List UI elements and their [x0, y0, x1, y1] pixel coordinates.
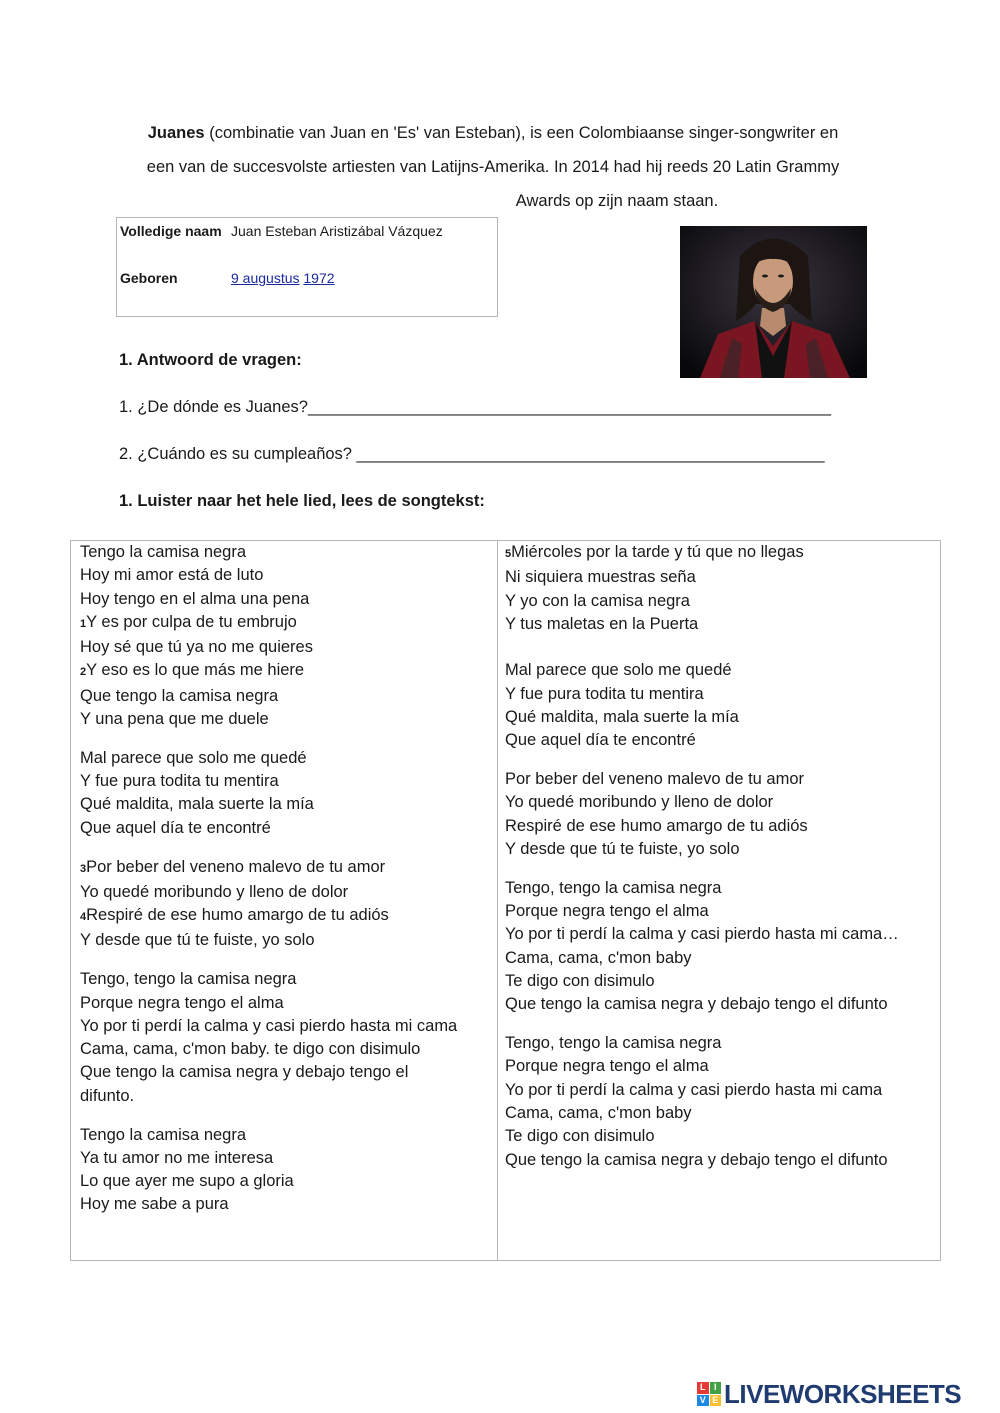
section-heading-questions: 1. Antwoord de vragen:	[119, 351, 302, 369]
lyric-text: Y es por culpa de tu embrujo	[86, 612, 297, 631]
lyric-text: Qué maldita, mala suerte la mía	[80, 795, 314, 814]
lyric-line	[505, 838, 935, 861]
born-year-link[interactable]: 1972	[303, 270, 335, 286]
lyric-text: Porque negra tengo el alma	[505, 1057, 709, 1076]
lyric-line	[505, 706, 935, 729]
artist-info-box	[116, 217, 498, 317]
lyric-line	[80, 856, 492, 881]
lyric-line	[80, 1124, 492, 1147]
lyric-line	[80, 1085, 492, 1108]
lyrics-table	[70, 540, 941, 1261]
lyric-line	[80, 659, 492, 684]
lyric-text: Que aquel día te encontré	[505, 731, 696, 750]
lyric-line	[80, 708, 492, 731]
lyric-line	[80, 929, 492, 952]
lyric-text: Que tengo la camisa negra	[80, 686, 279, 705]
stanza-gap	[80, 953, 492, 969]
lyric-text: difunto.	[80, 1086, 135, 1105]
artist-name: Juanes	[147, 124, 205, 142]
lyric-line	[505, 1102, 935, 1125]
lyric-text: Que tengo la camisa negra y debajo tengo el difunto	[505, 995, 888, 1014]
lyric-text: Porque negra tengo el alma	[80, 993, 284, 1012]
intro-paragraph	[118, 116, 868, 218]
lyric-line	[80, 636, 492, 659]
lyric-text: Tengo la camisa negra	[80, 1125, 247, 1144]
lyric-text: Lo que ayer me supo a gloria	[80, 1172, 294, 1191]
lyrics-right-column	[505, 541, 935, 1172]
lyric-text: Yo quedé moribundo y lleno de dolor	[505, 793, 774, 812]
stanza-gap	[505, 1017, 935, 1033]
lyric-line	[505, 1032, 935, 1055]
lyric-line	[505, 566, 935, 589]
lyric-text: Tengo, tengo la camisa negra	[505, 878, 722, 897]
intro-line-2: een van de succesvolste artiesten van Latijns-Amerika. In 2014 had hij reeds 20 Latin Grammy	[146, 158, 840, 176]
stanza-gap	[80, 731, 492, 747]
lyric-text: Yo por ti perdí la calma y casi pierdo hasta mi cama	[80, 1016, 458, 1035]
lyric-text: Respiré de ese humo amargo de tu adiós	[86, 906, 389, 925]
lyric-line	[505, 993, 935, 1016]
born-label: Geboren	[120, 270, 178, 286]
lyric-text: Tengo, tengo la camisa negra	[80, 970, 297, 989]
lyric-line	[505, 877, 935, 900]
lyric-text: Y desde que tú te fuiste, yo solo	[505, 840, 740, 859]
line-number: 5	[505, 548, 512, 560]
lyric-text: Que tengo la camisa negra y debajo tengo el difunto	[505, 1150, 888, 1169]
lyric-line	[505, 1149, 935, 1172]
lyric-line	[505, 815, 935, 838]
lyric-text: Y fue pura todita tu mentira	[505, 684, 704, 703]
lyric-text: Hoy mi amor está de luto	[80, 566, 264, 585]
intro-line-1: Juanes (combinatie van Juan en 'Es' van Esteban), is een Colombiaanse singer-songwriter en	[147, 124, 839, 142]
logo-mark-tile: I	[710, 1382, 722, 1394]
lyric-line	[80, 588, 492, 611]
lyric-text: Mal parece que solo me quedé	[505, 661, 732, 680]
lyric-text: Cama, cama, c'mon baby	[505, 1104, 692, 1123]
logo-mark-icon	[697, 1382, 721, 1406]
lyric-line	[505, 590, 935, 613]
lyric-text: Y desde que tú te fuiste, yo solo	[80, 931, 315, 950]
lyric-text: Hoy sé que tú ya no me quieres	[80, 638, 313, 657]
lyric-line	[505, 768, 935, 791]
line-number: 2	[80, 666, 87, 679]
full-name-label: Volledige naam	[120, 223, 222, 239]
lyric-line	[505, 970, 935, 993]
lyric-line	[80, 564, 492, 587]
lyric-line	[80, 1147, 492, 1170]
lyric-text: Que aquel día te encontré	[80, 818, 271, 837]
lyric-text: Hoy tengo en el alma una pena	[80, 589, 310, 608]
stanza-gap	[505, 753, 935, 769]
lyric-line	[505, 729, 935, 752]
lyric-text: Yo quedé moribundo y lleno de dolor	[80, 882, 349, 901]
lyric-line	[505, 923, 935, 946]
lyric-line	[80, 904, 492, 929]
stanza-gap	[80, 840, 492, 856]
section-heading-lyrics: 1. Luister naar het hele lied, lees de songtekst:	[119, 492, 485, 510]
lyric-line	[80, 541, 492, 564]
lyric-line	[80, 1061, 492, 1084]
logo-text: LIVEWORKSHEETS	[724, 1378, 962, 1409]
lyric-text: Respiré de ese humo amargo de tu adiós	[505, 816, 808, 835]
lyric-line	[80, 1193, 492, 1216]
lyric-line	[505, 900, 935, 923]
lyric-text: Que tengo la camisa negra y debajo tengo el	[80, 1063, 409, 1082]
lyric-text: Y tus maletas en la Puerta	[505, 614, 699, 633]
lyric-line	[80, 770, 492, 793]
lyric-line	[505, 947, 935, 970]
lyric-line	[80, 685, 492, 708]
lyric-text: Cama, cama, c'mon baby	[505, 948, 692, 967]
line-number: 1	[80, 617, 87, 630]
lyric-line	[80, 992, 492, 1015]
lyric-text: Por beber del veneno malevo de tu amor	[86, 857, 386, 876]
lyric-line	[505, 1055, 935, 1078]
lyric-text: Ya tu amor no me interesa	[80, 1148, 274, 1167]
lyric-text: Hoy me sabe a pura	[80, 1195, 229, 1214]
lyric-line	[80, 881, 492, 904]
lyric-text: Y eso es lo que más me hiere	[86, 661, 305, 680]
lyric-line	[80, 1170, 492, 1193]
born-day-link[interactable]: 9 augustus	[231, 270, 300, 286]
question-1: 1. ¿De dónde es Juanes?_________________________________________________________	[119, 398, 832, 416]
lyric-line	[505, 683, 935, 706]
logo-mark-tile: V	[697, 1395, 709, 1407]
lyric-text: Te digo con disimulo	[505, 972, 655, 991]
logo-mark-tile: E	[710, 1395, 722, 1407]
stanza-gap	[505, 636, 935, 659]
lyric-text: Mal parece que solo me quedé	[80, 748, 307, 767]
lyric-line	[505, 1079, 935, 1102]
lyric-line	[80, 1038, 492, 1061]
lyric-text: Porque negra tengo el alma	[505, 902, 709, 921]
lyric-text: Yo por ti perdí la calma y casi pierdo hasta mi cama…	[505, 925, 899, 944]
lyrics-column-divider	[497, 541, 498, 1260]
logo-mark-tile: L	[697, 1382, 709, 1394]
stanza-gap	[505, 861, 935, 877]
lyric-line	[80, 747, 492, 770]
born-value	[231, 270, 335, 286]
artist-photo	[680, 226, 867, 378]
lyric-line	[505, 613, 935, 636]
lyric-line	[80, 817, 492, 840]
liveworksheets-logo	[697, 1378, 961, 1410]
lyric-line	[80, 793, 492, 816]
lyric-line	[505, 1125, 935, 1148]
lyric-text: Qué maldita, mala suerte la mía	[505, 708, 739, 727]
question-2: 2. ¿Cuándo es su cumpleaños? ___________________________________________________	[119, 445, 825, 463]
lyrics-left-column	[80, 541, 492, 1217]
full-name-value: Juan Esteban Aristizábal Vázquez	[231, 223, 443, 239]
lyric-text: Por beber del veneno malevo de tu amor	[505, 770, 805, 789]
lyric-line	[505, 791, 935, 814]
intro-line-3: Awards op zijn naam staan.	[515, 192, 719, 210]
lyric-text: Y una pena que me duele	[80, 710, 269, 729]
lyric-text: Tengo, tengo la camisa negra	[505, 1034, 722, 1053]
lyric-line	[80, 1015, 492, 1038]
lyric-text: Te digo con disimulo	[505, 1127, 655, 1146]
lyric-text: Tengo la camisa negra	[80, 543, 247, 561]
lyric-text: Y yo con la camisa negra	[505, 591, 690, 610]
lyric-line	[80, 611, 492, 636]
line-number: 4	[80, 911, 87, 924]
lyric-text: Yo por ti perdí la calma y casi pierdo hasta mi cama	[505, 1080, 883, 1099]
artist-photo-illustration	[680, 226, 867, 378]
lyric-line	[505, 659, 935, 682]
stanza-gap	[80, 1108, 492, 1124]
line-number: 3	[80, 862, 87, 875]
lyric-line	[505, 541, 935, 566]
lyric-text: Ni siquiera muestras seña	[505, 568, 696, 587]
lyric-text: Y fue pura todita tu mentira	[80, 772, 279, 791]
lyric-line	[80, 968, 492, 991]
lyric-text: Cama, cama, c'mon baby. te digo con disimulo	[80, 1040, 421, 1059]
lyric-text: Miércoles por la tarde y tú que no llegas	[511, 543, 804, 561]
